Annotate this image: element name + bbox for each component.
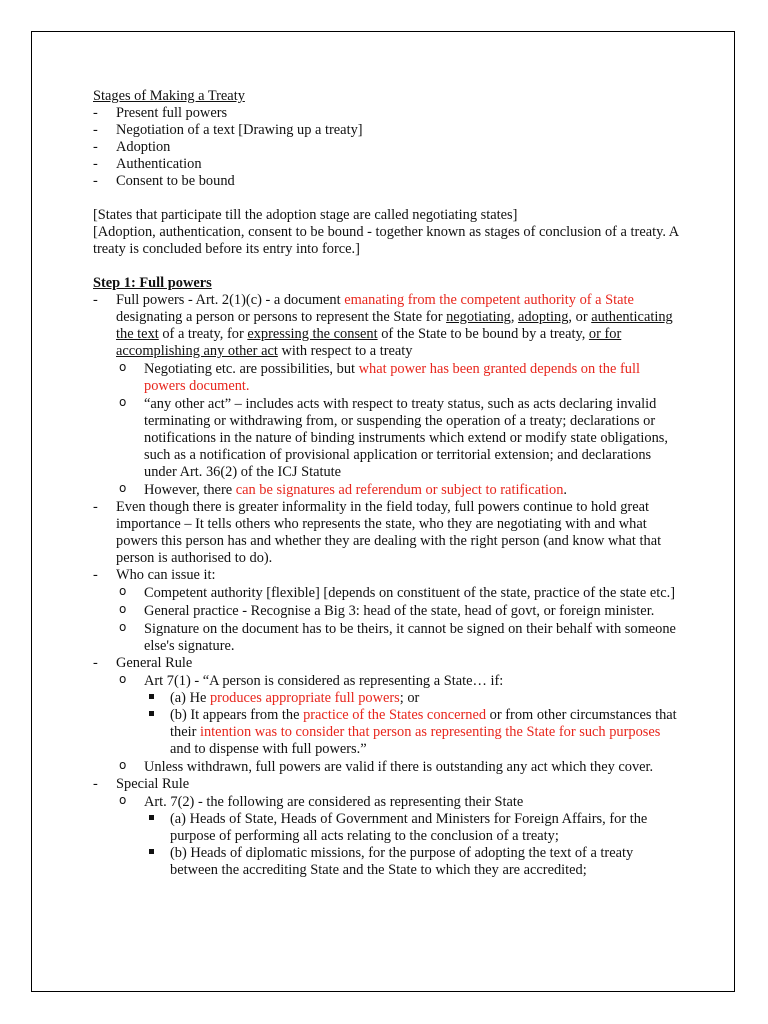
sub-item: o Art. 7(2) - the following are considered as representing their State (119, 793, 524, 810)
document-body (93, 88, 683, 879)
sub-item: o “any other act” – includes acts with respect to treaty status, such as acts declaring invalid terminating or withdrawing from, or suspending the operation of a treaty; declarations or notifications in the nature of binding instruments which extend or modify state obligations, such as a notification of provisional application or territorial extension; and declarations under Art. 36(2) of the ICJ Statute (119, 395, 668, 480)
sub-item: o Negotiating etc. are possibilities, but what power has been granted depends on the full powers document. (119, 360, 640, 394)
bullet-item: (a) He produces appropriate full powers; or (93, 690, 683, 707)
list-item: - Present full powers (93, 105, 228, 121)
bullet-item: (b) Heads of diplomatic missions, for the purpose of adopting the text of a treaty between the accrediting State and the State to which they are accredited; (93, 845, 683, 879)
sub-item: o Competent authority [flexible] [depends on constituent of the state, practice of the state etc.] (119, 584, 676, 601)
sub-item: o Signature on the document has to be theirs, it cannot be signed on their behalf with someone else's signature. (119, 620, 676, 654)
list-item: - Negotiation of a text [Drawing up a treaty] (93, 122, 363, 138)
full-powers-definition: - Full powers - Art. 2(1)(c) - a document emanating from the competent authority of a State designating a person or persons to represent the State for negotiating, adopting, or authenticating the text of a treaty, for expressing the consent of the State to be bound by a treaty, or for accomplishing any other act with respect to a treaty (93, 292, 673, 359)
list-item: - Consent to be bound (93, 173, 235, 189)
note-conclusion: [Adoption, authentication, consent to be bound - together known as stages of conclusion of a treaty. A treaty is concluded before its entry into force.] (93, 224, 679, 257)
square-bullet-icon (149, 711, 154, 716)
who-can-issue-item: - Who can issue it: (93, 567, 216, 583)
general-rule-item: - General Rule (93, 655, 193, 671)
bullet-item: (b) It appears from the practice of the States concerned or from other circumstances that their intention was to consider that person as representing the State for such purposes and to dispense with full powers.” (93, 707, 683, 758)
square-bullet-icon (149, 849, 154, 854)
square-bullet-icon (149, 815, 154, 820)
section-heading: Stages of Making a Treaty (93, 88, 245, 104)
bullet-item: (a) Heads of State, Heads of Government and Ministers for Foreign Affairs, for the purpose of performing all acts relating to the conclusion of a treaty; (93, 811, 683, 845)
step-1-heading: Step 1: Full powers (93, 275, 212, 291)
sub-item: o However, there can be signatures ad referendum or subject to ratification. (119, 481, 567, 498)
sub-item: o General practice - Recognise a Big 3: head of the state, head of govt, or foreign minister. (119, 602, 655, 619)
informality-item: - Even though there is greater informality in the field today, full powers continue to hold great importance – It tells others who represents the state, who they are negotiating with and what powers this person has and whether they are dealing with the right person (and know what that person is authorised to do). (93, 499, 662, 566)
special-rule-item: - Special Rule (93, 776, 190, 792)
list-item: - Adoption (93, 139, 171, 155)
note-negotiating-states: [States that participate till the adoption stage are called negotiating states] (93, 207, 518, 223)
stages-list (93, 105, 683, 190)
sub-item: o Unless withdrawn, full powers are valid if there is outstanding any act which they cover. (119, 758, 654, 775)
square-bullet-icon (149, 694, 154, 699)
list-item: - Authentication (93, 156, 202, 172)
sub-item: o Art 7(1) - “A person is considered as representing a State… if: (119, 672, 504, 689)
